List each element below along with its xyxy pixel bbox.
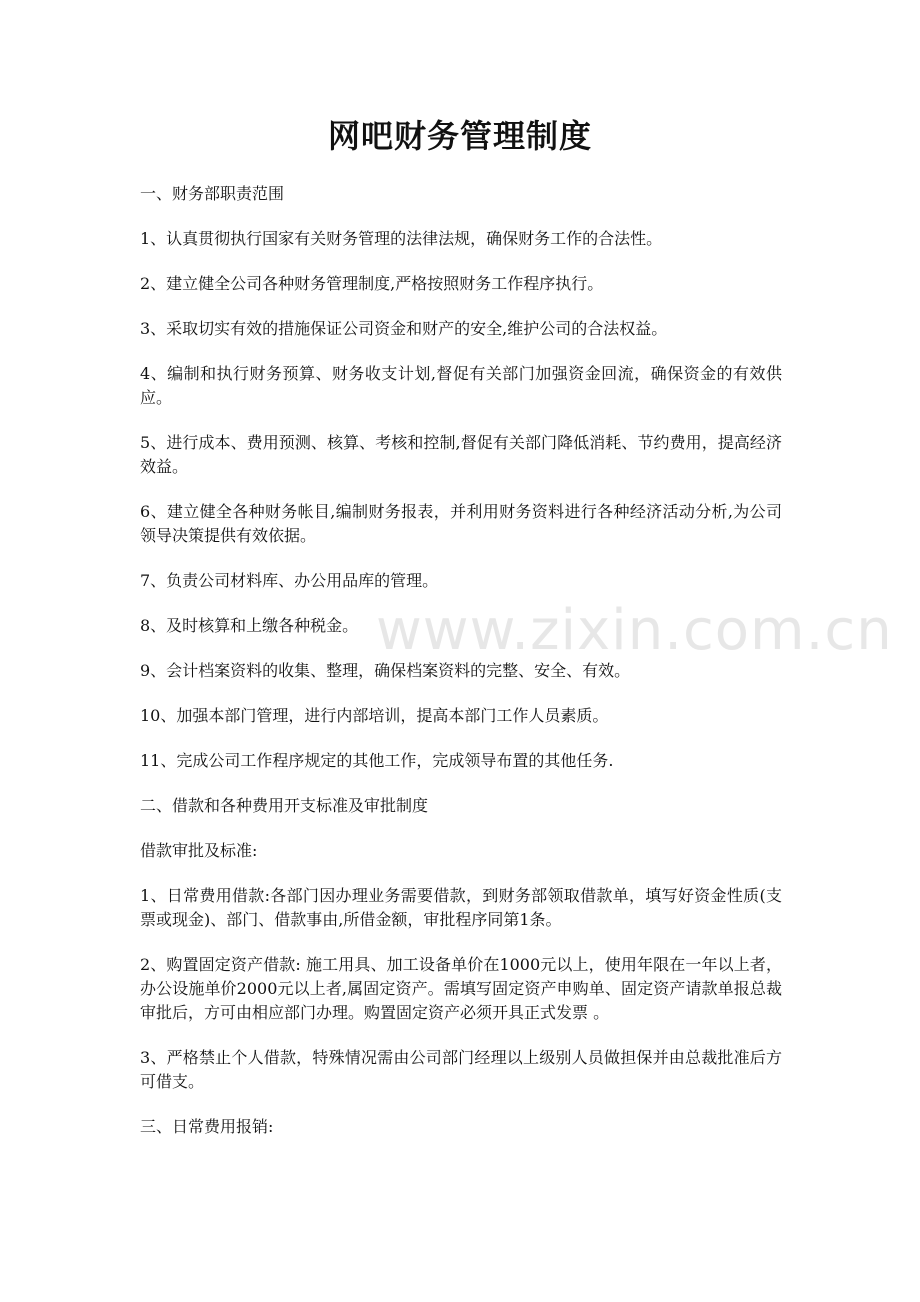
watermark: www.zixin.com.cn <box>376 598 893 663</box>
section-heading-3: 三、日常费用报销: <box>140 1117 274 1136</box>
paragraph-item: 1、日常费用借款:各部门因办理业务需要借款，到财务部领取借款单，填写好资金性质(支票或现金)、部门、借款事由,所借金额，审批程序同第1条。 <box>140 886 782 929</box>
paragraph-item: 9、会计档案资料的收集、整理，确保档案资料的完整、安全、有效。 <box>140 661 631 680</box>
paragraph-item: 3、严格禁止个人借款，特殊情况需由公司部门经理以上级别人员做担保并由总裁批准后方可借支。 <box>140 1048 782 1091</box>
document-body <box>140 182 782 1160</box>
section-heading-2: 二、借款和各种费用开支标准及审批制度 <box>140 796 429 815</box>
paragraph-item: 10、加强本部门管理，进行内部培训，提高本部门工作人员素质。 <box>140 706 609 725</box>
paragraph-item: 5、进行成本、费用预测、核算、考核和控制,督促有关部门降低消耗、节约费用，提高经济效益。 <box>140 433 782 476</box>
paragraph-item: 7、负责公司材料库、办公用品库的管理。 <box>140 571 439 590</box>
paragraph-item: 8、及时核算和上缴各种税金。 <box>140 616 359 635</box>
section-heading-1: 一、财务部职责范围 <box>140 184 285 203</box>
paragraph-item: 2、建立健全公司各种财务管理制度,严格按照财务工作程序执行。 <box>140 274 604 293</box>
paragraph-item: 2、购置固定资产借款: 施工用具、加工设备单价在1000元以上，使用年限在一年以上者，办公设施单价2000元以上者,属固定资产。需填写固定资产申购单、固定资产请款单报总裁审批后，方可由相应部门办理。购置固定资产必须开具正式发票 。 <box>140 955 782 1022</box>
paragraph-item: 11、完成公司工作程序规定的其他工作，完成领导布置的其他任务. <box>140 751 614 770</box>
subsection-heading: 借款审批及标准: <box>140 841 258 860</box>
paragraph-item: 1、认真贯彻执行国家有关财务管理的法律法规，确保财务工作的合法性。 <box>140 229 663 248</box>
paragraph-item: 4、编制和执行财务预算、财务收支计划,督促有关部门加强资金回流，确保资金的有效供应。 <box>140 364 782 407</box>
paragraph-item: 6、建立健全各种财务帐目,编制财务报表，并利用财务资料进行各种经济活动分析,为公司领导决策提供有效依据。 <box>140 502 782 545</box>
paragraph-item: 3、采取切实有效的措施保证公司资金和财产的安全,维护公司的合法权益。 <box>140 319 668 338</box>
document-title: 网吧财务管理制度 <box>327 117 592 155</box>
